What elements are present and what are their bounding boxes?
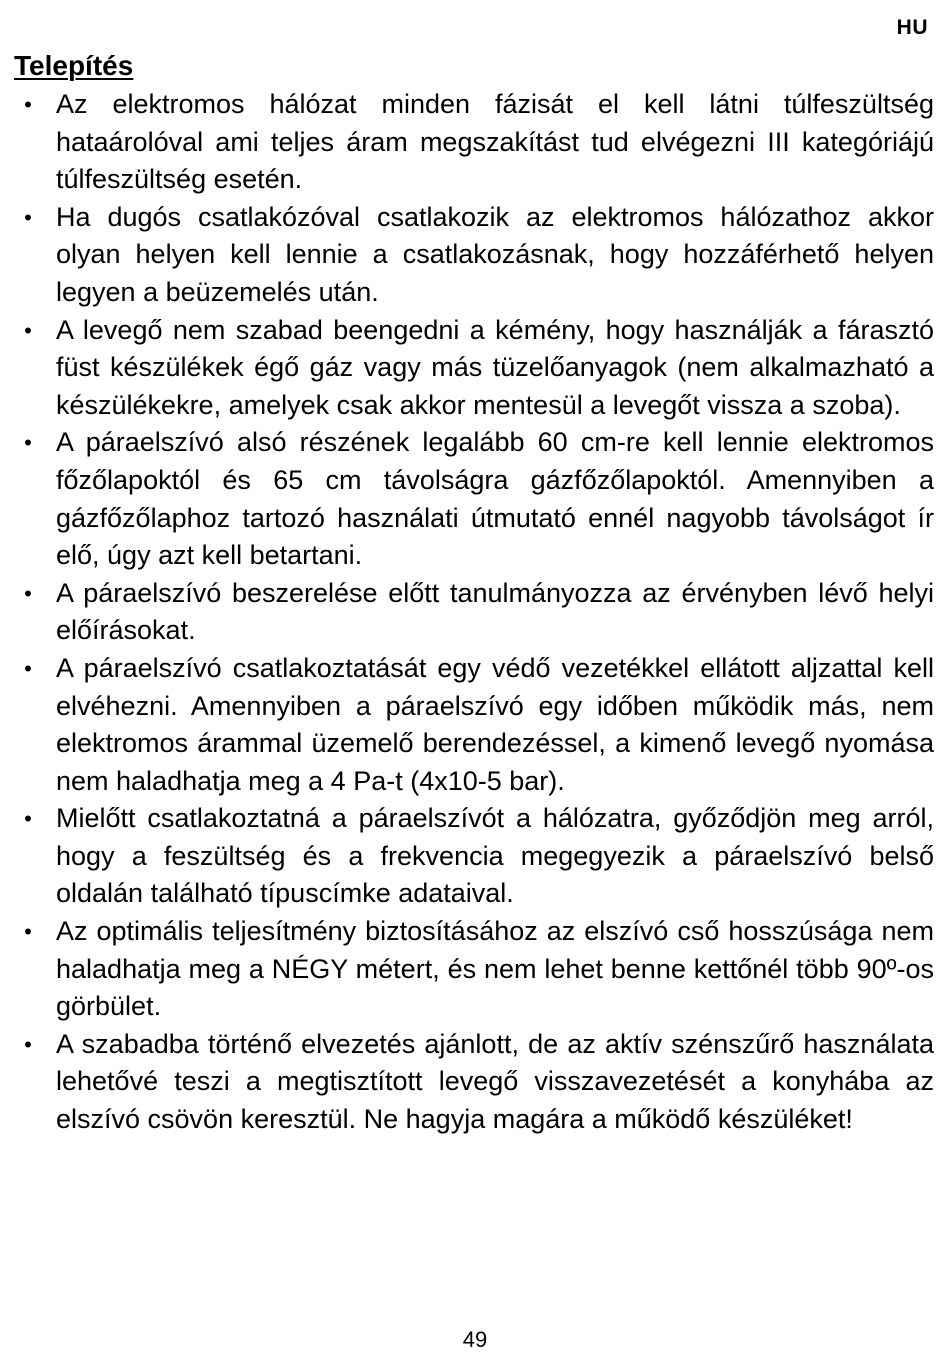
list-item-text: Ha dugós csatlakózóval csatlakozik az elektromos hálózathoz akkor olyan helyen kell lennie a csatlakozásnak, hogy hozzáférhető helyen legyen a beüzemelés után. bbox=[56, 201, 934, 307]
bullet-icon: • bbox=[24, 92, 32, 117]
language-code: HU bbox=[896, 16, 928, 39]
page-number: 49 bbox=[462, 1327, 488, 1352]
section-title: Telepítés bbox=[14, 50, 134, 81]
list-item-text: A páraelszívó beszerelése előtt tanulmányozza az érvényben lévő helyi előírásokat. bbox=[56, 577, 934, 646]
list-item-text: Mielőtt csatlakoztatná a páraelszívót a hálózatra, győződjön meg arról, hogy a feszültség és a frekvencia megegyezik a páraelszívó belső oldalán található típuscímke adataival. bbox=[56, 803, 934, 909]
list-item-text: A szabadba történő elvezetés ajánlott, de az aktív szénszűrő használata lehetővé teszi a megtisztított levegő visszavezetését a konyhába az elszívó csövön keresztül. Ne hagyja magára a működő készüléket! bbox=[56, 1028, 934, 1135]
list-item bbox=[14, 199, 934, 312]
list-item bbox=[14, 800, 934, 913]
list-item-text: A páraelszívó alsó részének legalább 60 cm-re kell lennie elektromos főzőlapoktól és 65 cm távolságra gázfőzőlapoktól. Amennyiben a gázfőzőlaphoz tartozó használati útmutató ennél nagyobb távolságot ír elő, úgy azt kell betartani. bbox=[56, 427, 934, 571]
list-item bbox=[14, 312, 934, 425]
list-item bbox=[14, 424, 934, 574]
list-item bbox=[14, 575, 934, 650]
bullet-icon: • bbox=[24, 655, 32, 681]
list-item bbox=[14, 913, 934, 1026]
list-item-text: A levegő nem szabad beengedni a kémény, hogy használják a fárasztó füst készülékek égő gáz vagy más tüzelőanyagok (nem alkalmazható a készülékekre, amelyek csak akkor mentesül a levegőt vissza a szoba). bbox=[56, 314, 934, 420]
list-item-text: A páraelszívó csatlakoztatását egy védő vezetékkel ellátott aljzattal kell elvéhezni. Amennyiben a páraelszívó egy időben működik más, nem elektromos árammal üzemelő berendezéssel, a kimenő levegő nyomása nem haladhatja meg a 4 Pa-t (4x10-5 bar). bbox=[56, 652, 934, 796]
list-item bbox=[14, 1026, 934, 1139]
bullet-icon: • bbox=[24, 580, 32, 606]
bullet-icon: • bbox=[24, 430, 32, 456]
installation-instructions-list bbox=[14, 86, 934, 1139]
list-item-text: Az elektromos hálózat minden fázisát el kell látni túlfeszültség hataárolóval ami teljes áram megszakítást tud elvégezni III kategóriájú túlfeszültség esetén. bbox=[56, 89, 934, 195]
bullet-icon: • bbox=[24, 806, 32, 832]
bullet-icon: • bbox=[24, 204, 32, 230]
bullet-icon: • bbox=[24, 1031, 32, 1057]
bullet-icon: • bbox=[24, 317, 32, 343]
list-item bbox=[14, 86, 934, 199]
list-item bbox=[14, 650, 934, 800]
bullet-icon: • bbox=[24, 919, 32, 945]
list-item-text: Az optimális teljesítmény biztosításához az elszívó cső hosszúsága nem haladhatja meg a NÉGY métert, és nem lehet benne kettőnél több 90º-os görbület. bbox=[56, 916, 934, 1022]
